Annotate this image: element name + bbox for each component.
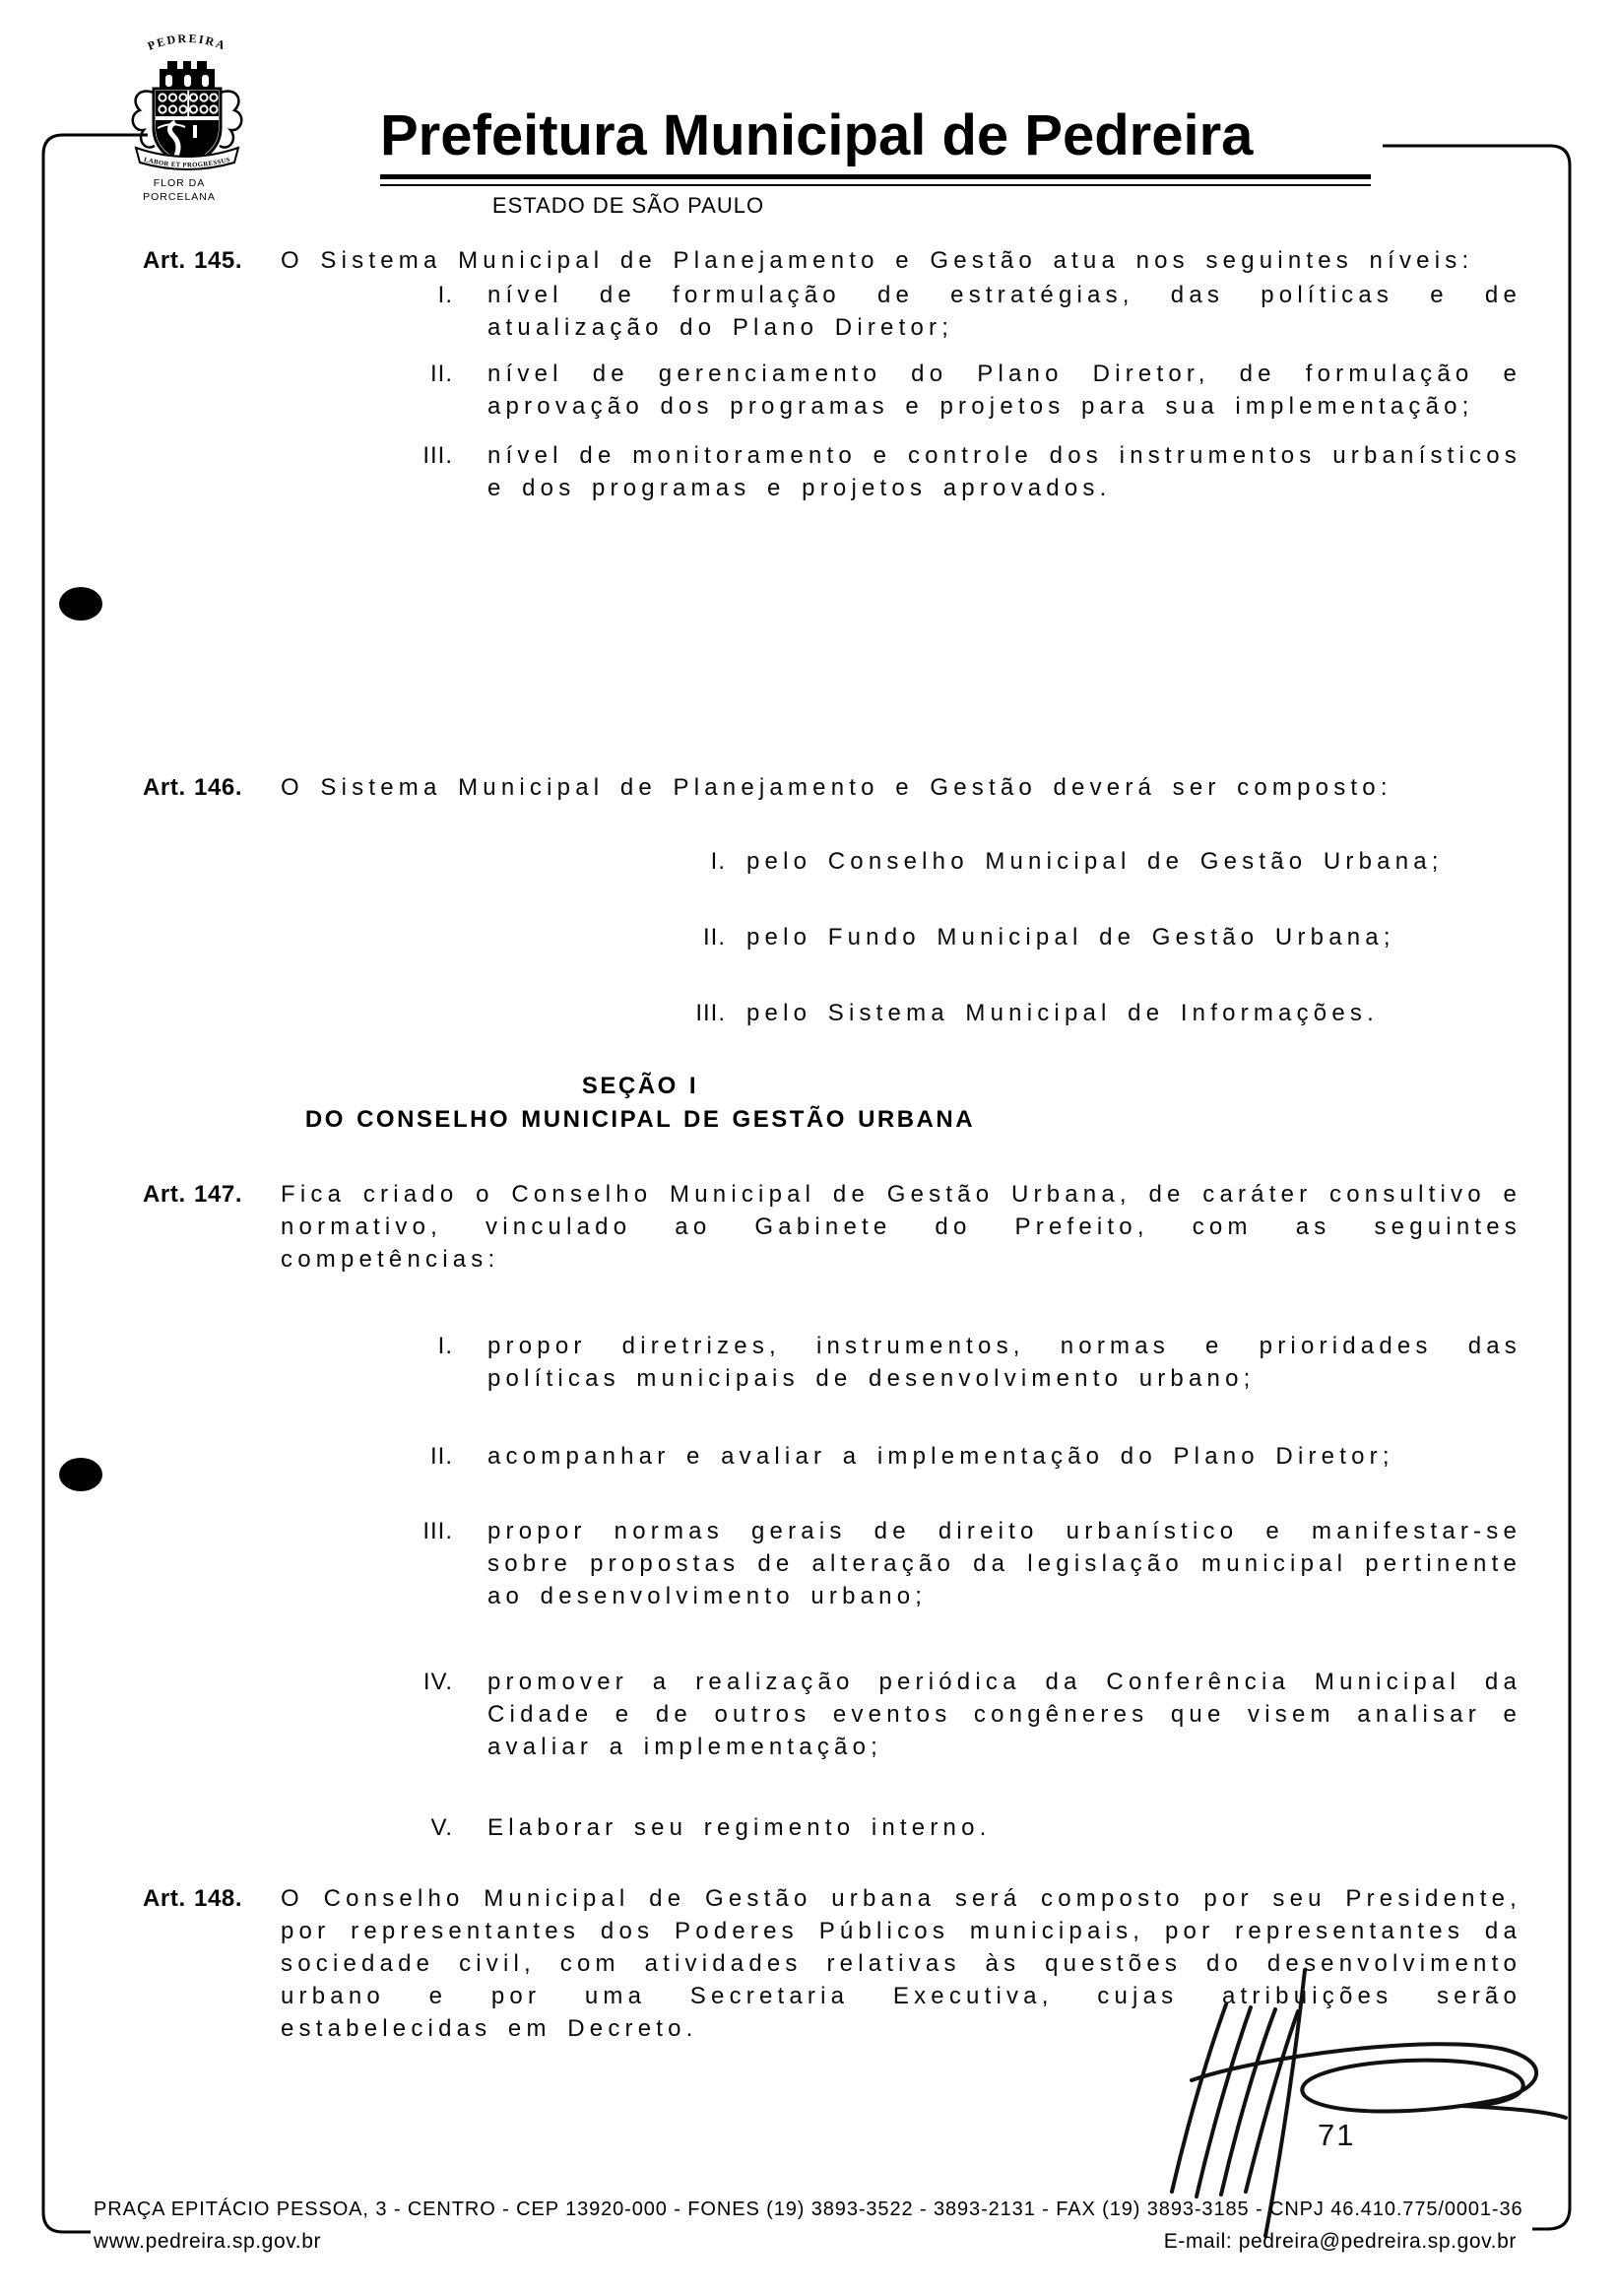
article-148-text: O Conselho Municipal de Gestão urbana será composto por seu Presidente, por representantes dos Poderes Públicos municipais, por representantes da sociedade civil, com atividades relativas às questões do desenvolvimento urbano e por uma Secretaria Executiva, cujas atribuições serão estabelecidas em Decreto. bbox=[281, 1885, 1521, 2042]
article-145-label: Art. 145. bbox=[143, 247, 243, 274]
crown-window bbox=[165, 75, 172, 87]
item-numeral: III. bbox=[422, 1518, 453, 1544]
item-text: Elaborar seu regimento interno. bbox=[487, 1814, 992, 1841]
page-number: 71 bbox=[1318, 2118, 1356, 2152]
item-numeral: III. bbox=[422, 442, 453, 469]
item-text: pelo Sistema Municipal de Informações. bbox=[746, 1000, 1379, 1026]
article-147-text: Fica criado o Conselho Municipal de Gestão Urbana, de caráter consultivo e normativo, vinculado ao Gabinete do Prefeito, com as seguintes competências: bbox=[281, 1181, 1521, 1273]
crown-window bbox=[184, 75, 191, 87]
crest-motto-line1: FLOR DA bbox=[153, 177, 206, 189]
article-147-item-5 bbox=[0, 1811, 1618, 1844]
article-146 bbox=[0, 771, 1618, 804]
shield-chimney bbox=[193, 125, 197, 138]
article-145-text: O Sistema Municipal de Planejamento e Gestão atua nos seguintes níveis: bbox=[281, 247, 1474, 274]
article-146-item-2 bbox=[0, 921, 1618, 953]
article-145 bbox=[0, 244, 1618, 277]
svg-text:PEDREIRA bbox=[146, 32, 228, 53]
municipal-crest bbox=[108, 26, 266, 205]
article-147-item-4 bbox=[0, 1666, 1618, 1763]
crest-mantling-left bbox=[133, 92, 155, 148]
section-heading bbox=[0, 1070, 1280, 1137]
item-numeral: III. bbox=[695, 1000, 726, 1026]
article-148-label: Art. 148. bbox=[143, 1885, 243, 1912]
item-numeral: I. bbox=[437, 282, 453, 308]
item-text: acompanhar e avaliar a implementação do Plano Diretor; bbox=[487, 1443, 1394, 1470]
article-145-item-1 bbox=[0, 279, 1618, 344]
crest-motto-line2: PORCELANA bbox=[143, 191, 216, 203]
article-147-item-3 bbox=[0, 1515, 1618, 1612]
crown-window bbox=[202, 75, 209, 87]
section-title: SEÇÃO I bbox=[581, 1073, 699, 1099]
item-text: propor normas gerais de direito urbanístico e manifestar-se sobre propostas de alteração da legislação municipal pertinente ao desenvolvimento urbano; bbox=[487, 1518, 1521, 1609]
article-146-label: Art. 146. bbox=[143, 774, 243, 801]
item-numeral: V. bbox=[430, 1814, 453, 1841]
page-title: Prefeitura Municipal de Pedreira bbox=[380, 103, 1254, 167]
article-147 bbox=[0, 1178, 1618, 1276]
footer-website: www.pedreira.sp.gov.br bbox=[94, 2230, 322, 2253]
punch-hole-top bbox=[59, 587, 102, 621]
footer-address: PRAÇA EPITÁCIO PESSOA, 3 - CENTRO - CEP 13920-000 - FONES (19) 3893-3522 - 3893-2131 - FAX (19) 3893-3185 - CNPJ 46.410.775/0001-36 bbox=[94, 2198, 1523, 2220]
crest-top-text: PEDREIRA bbox=[145, 31, 229, 53]
article-147-label: Art. 147. bbox=[143, 1181, 243, 1208]
item-numeral: I. bbox=[710, 848, 726, 875]
item-numeral: II. bbox=[429, 1443, 453, 1470]
section-subtitle: DO CONSELHO MUNICIPAL DE GESTÃO URBANA bbox=[304, 1106, 976, 1133]
article-147-item-1 bbox=[0, 1330, 1618, 1395]
footer-email: E-mail: pedreira@pedreira.sp.gov.br bbox=[1163, 2230, 1517, 2253]
crest-mantling-right bbox=[220, 92, 241, 148]
item-numeral: IV. bbox=[422, 1669, 453, 1695]
item-numeral: II. bbox=[702, 924, 726, 951]
item-text: pelo Fundo Municipal de Gestão Urbana; bbox=[746, 924, 1395, 951]
item-text: nível de gerenciamento do Plano Diretor, de formulação e aprovação dos programas e projetos para sua implementação; bbox=[487, 361, 1521, 420]
item-text: nível de formulação de estratégias, das políticas e de atualização do Plano Diretor; bbox=[487, 282, 1521, 341]
item-text: pelo Conselho Municipal de Gestão Urbana; bbox=[746, 848, 1444, 875]
title-underline-thin bbox=[380, 184, 1371, 186]
article-145-item-2 bbox=[0, 358, 1618, 423]
article-147-item-2 bbox=[0, 1440, 1618, 1473]
article-145-item-3 bbox=[0, 439, 1618, 504]
item-text: promover a realização periódica da Conferência Municipal da Cidade e de outros eventos congêneres que visem analisar e avaliar a implementação; bbox=[487, 1669, 1521, 1760]
article-146-item-3 bbox=[0, 997, 1618, 1029]
crest-banner-text: LABOR ET PROGRESSUS bbox=[143, 156, 231, 169]
item-numeral: II. bbox=[429, 361, 453, 387]
item-text: nível de monitoramento e controle dos instrumentos urbanísticos e dos programas e projetos aprovados. bbox=[487, 442, 1521, 501]
item-numeral: I. bbox=[437, 1333, 453, 1359]
title-underline-thick bbox=[380, 174, 1371, 179]
article-146-item-1 bbox=[0, 845, 1618, 878]
article-146-text: O Sistema Municipal de Planejamento e Gestão deverá ser composto: bbox=[281, 774, 1392, 801]
item-text: propor diretrizes, instrumentos, normas e prioridades das políticas municipais de desenvolvimento urbano; bbox=[487, 1333, 1521, 1392]
header-subtitle: ESTADO DE SÃO PAULO bbox=[491, 193, 765, 218]
